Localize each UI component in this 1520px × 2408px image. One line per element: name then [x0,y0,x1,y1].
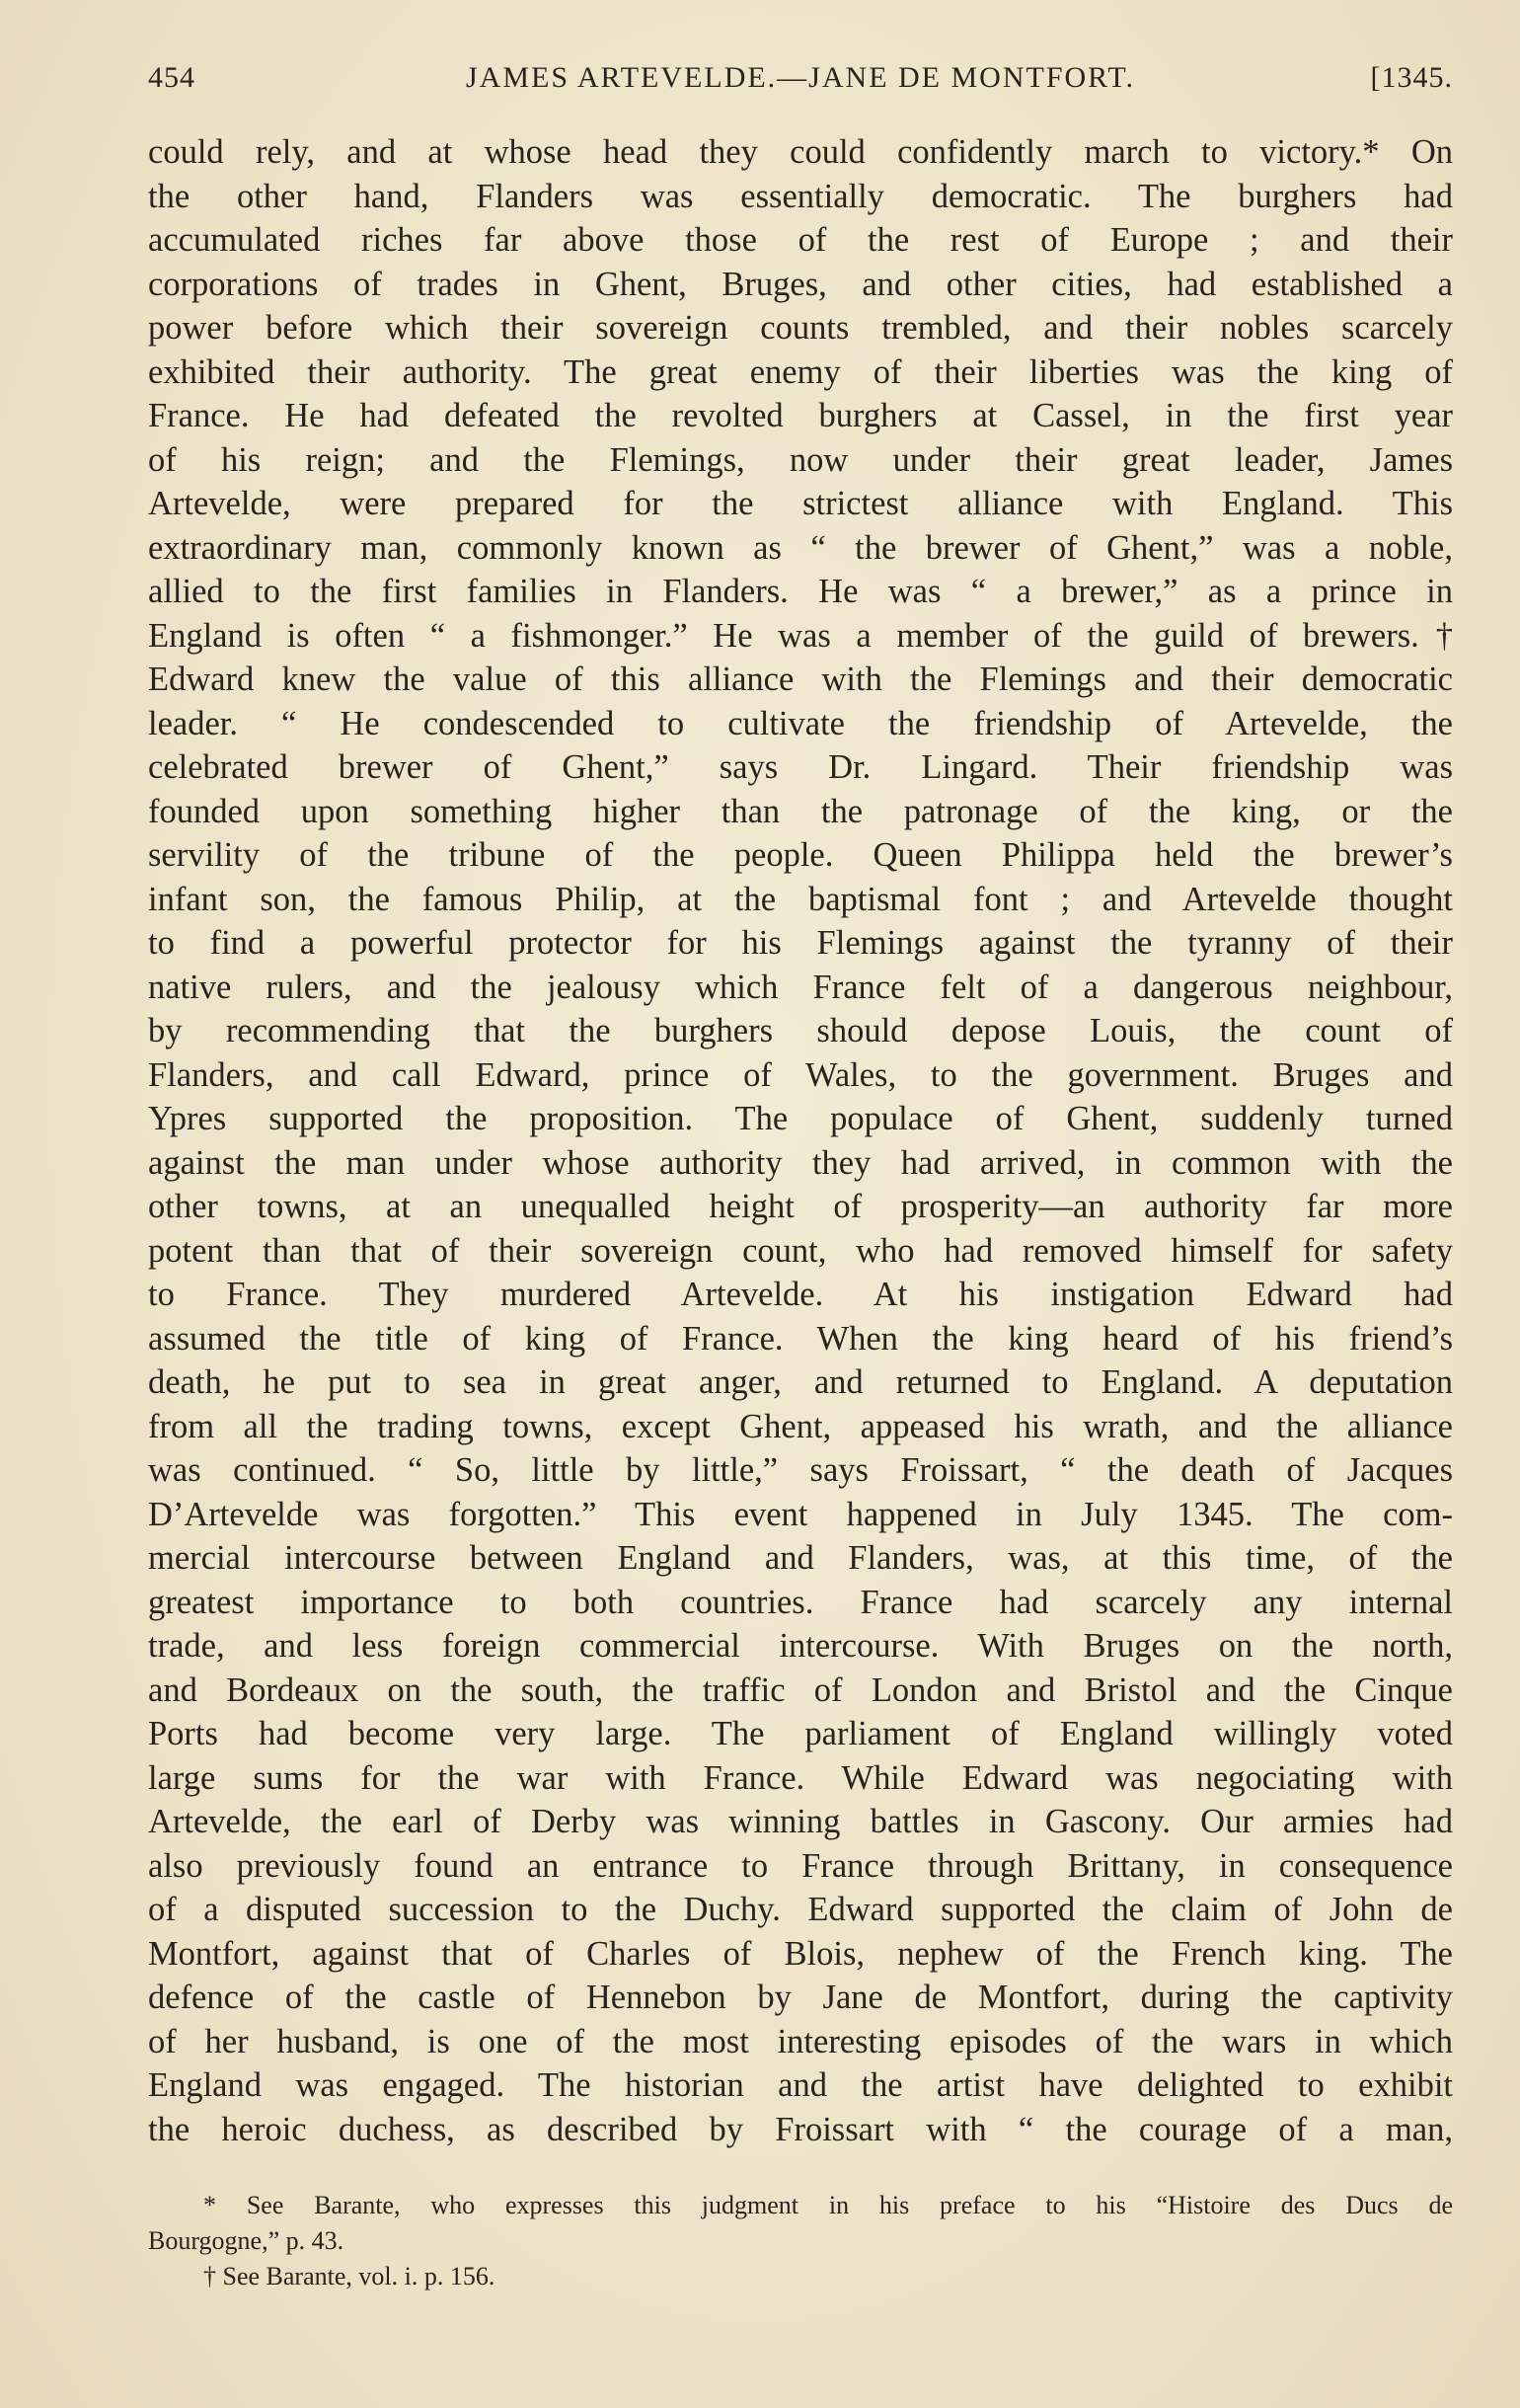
body-line: the other hand, Flanders was essentially democratic. The burghers had [148,177,1453,215]
footnote-1-line-2: Bourgogne,” p. 43. [148,2226,344,2255]
running-title: JAMES ARTEVELDE.—JANE DE MONTFORT. [465,61,1135,94]
body-line: of her husband, is one of the most interesting episodes of the wars in which [148,2022,1453,2060]
body-line: Montfort, against that of Charles of Blois, nephew of the French king. The [148,1934,1453,1973]
body-line: from all the trading towns, except Ghent, appeased his wrath, and the alliance [148,1407,1453,1445]
body-line: servility of the tribune of the people. Queen Philippa held the brewer’s [148,836,1453,874]
body-line: allied to the first families in Flanders. He was “ a brewer,” as a prince in [148,573,1453,610]
body-line: against the man under whose authority they had arrived, in common with the [148,1143,1453,1182]
footnotes [148,2188,1453,2294]
body-line: infant son, the famous Philip, at the baptismal font ; and Artevelde thought [148,880,1453,918]
body-line: of a disputed succession to the Duchy. Edward supported the claim of John de [148,1891,1453,1928]
body-line: leader. “ He condescended to cultivate the friendship of Artevelde, the [148,704,1453,742]
body-line: founded upon something higher than the patronage of the king, or the [148,792,1453,830]
body-line: extraordinary man, commonly known as “ the brewer of Ghent,” was a noble, [148,528,1453,567]
body-line: Artevelde, were prepared for the strictest alliance with England. This [148,485,1453,522]
body-line: of his reign; and the Flemings, now under their great leader, James [148,440,1453,479]
body-line: the heroic duchess, as described by Froissart with “ the courage of a man, [148,2110,1453,2148]
body-line: and Bordeaux on the south, the traffic of London and Bristol and the Cinque [148,1670,1453,1709]
body-line: greatest importance to both countries. France had scarcely any internal [148,1583,1453,1621]
body-line: Ports had become very large. The parliament of England willingly voted [148,1715,1453,1752]
body-line: by recommending that the burghers should depose Louis, the count of [148,1012,1453,1049]
body-line: also previously found an entrance to France through Brittany, in consequence [148,1846,1453,1885]
body-line: France. He had defeated the revolted burghers at Cassel, in the first year [148,397,1453,434]
body-line: was continued. “ So, little by little,” says Froissart, “ the death of Jacques [148,1451,1453,1489]
body-line: Artevelde, the earl of Derby was winning battles in Gascony. Our armies had [148,1803,1453,1840]
body-line: trade, and less foreign commercial intercourse. With Bruges on the north, [148,1627,1453,1665]
body-line: England is often “ a fishmonger.” He was a member of the guild of brewers.† [148,616,1453,655]
body-line: Edward knew the value of this alliance with the Flemings and their democratic [148,660,1453,698]
body-line: England was engaged. The historian and the artist have delighted to exhibit [148,2066,1453,2104]
body-line: death, he put to sea in great anger, and returned to England. A deputation [148,1363,1453,1401]
body-line: to France. They murdered Artevelde. At his instigation Edward had [148,1276,1453,1313]
footnote-1-line-1: * See Barante, who expresses this judgment in his preface to his “Histoire des Ducs de [203,2191,1453,2219]
body-line: other towns, at an unequalled height of prosperity—an authority far more [148,1188,1453,1225]
running-year: [1345. [1370,61,1453,94]
running-head [148,61,1453,111]
body-line: D’Artevelde was forgotten.” This event happened in July 1345. The com- [148,1495,1453,1533]
body-line: potent than that of their sovereign count, who had removed himself for safety [148,1231,1453,1270]
body-line: celebrated brewer of Ghent,” says Dr. Lingard. Their friendship was [148,748,1453,786]
body-text [148,130,1453,2151]
body-line: power before which their sovereign counts trembled, and their nobles scarcely [148,309,1453,347]
body-line: large sums for the war with France. While Edward was negociating with [148,1758,1453,1797]
body-line: exhibited their authority. The great enemy of their liberties was the king of [148,352,1453,391]
body-line: defence of the castle of Hennebon by Jane de Montfort, during the captivity [148,1979,1453,2016]
body-line: assumed the title of king of France. When the king heard of his friend’s [148,1319,1453,1358]
footnote-2: † See Barante, vol. i. p. 156. [203,2262,495,2291]
body-line: native rulers, and the jealousy which France felt of a dangerous neighbour, [148,968,1453,1006]
body-line: Ypres supported the proposition. The populace of Ghent, suddenly turned [148,1100,1453,1137]
body-line: Flanders, and call Edward, prince of Wales, to the government. Bruges and [148,1055,1453,1094]
page-number: 454 [148,61,195,94]
body-line: mercial intercourse between England and Flanders, was, at this time, of the [148,1539,1453,1577]
body-line: to find a powerful protector for his Flemings against the tyranny of their [148,924,1453,962]
body-line: corporations of trades in Ghent, Bruges, and other cities, had established a [148,265,1453,303]
body-line: accumulated riches far above those of the rest of Europe ; and their [148,221,1453,259]
body-line: could rely, and at whose head they could confidently march to victory.* On [148,133,1453,171]
